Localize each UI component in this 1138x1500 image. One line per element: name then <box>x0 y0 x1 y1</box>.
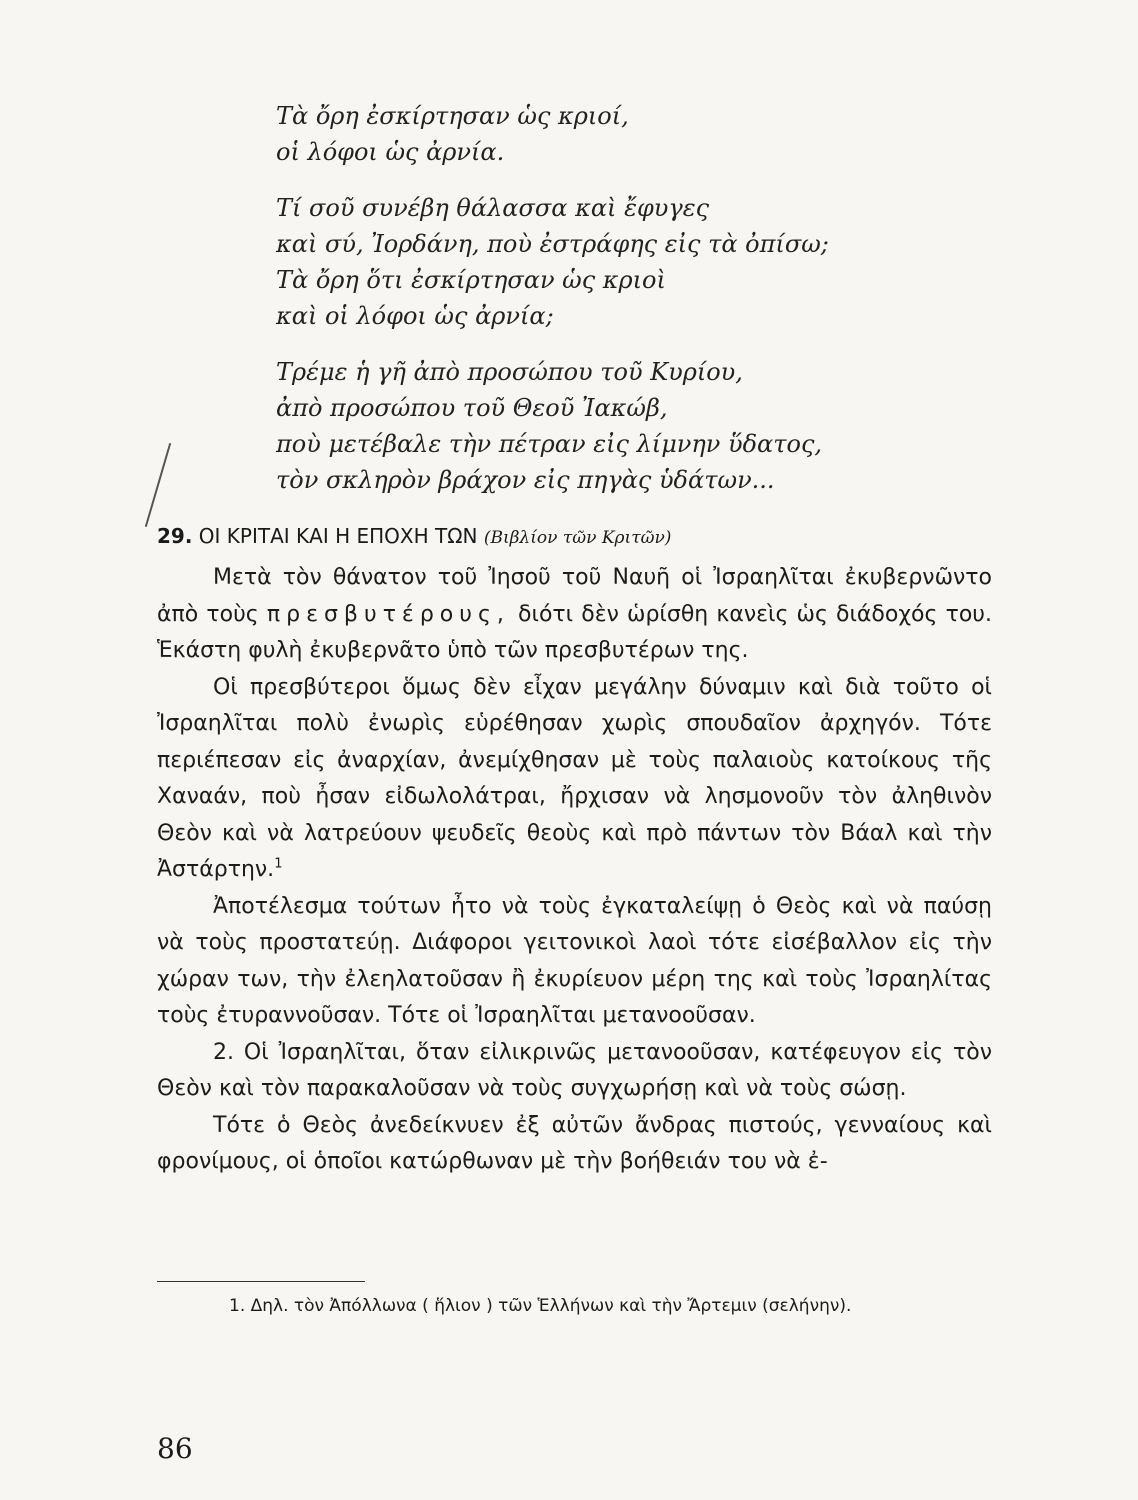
footnote-divider <box>157 1281 365 1282</box>
poem-line: Τὰ ὄρη ἐσκίρτησαν ὡς κριοί, <box>276 102 629 130</box>
footnote-text: 1. Δηλ. τὸν Ἀπόλλωνα ( ἥλιον ) τῶν Ἑλλήνων καὶ τὴν Ἄρτεμιν (σελήνην). <box>229 1296 852 1316</box>
pencil-margin-mark <box>140 440 180 530</box>
body-text <box>157 560 992 1181</box>
poem-stanza-2 <box>276 190 976 334</box>
poem-line: Τρέμε ἡ γῆ ἀπὸ προσώπου τοῦ Κυρίου, <box>276 358 743 386</box>
poem-line: οἱ λόφοι ὡς ἀρνία. <box>276 138 505 166</box>
footnote <box>157 1291 992 1321</box>
poem-line: καὶ σύ, Ἰορδάνη, ποὺ ἐστράφης εἰς τὰ ὀπίσω; <box>276 230 829 258</box>
poem-line: Τὰ ὄρη ὅτι ἐσκίρτησαν ὡς κριοὶ <box>276 266 666 294</box>
spaced-term: πρεσβυτέρους, <box>266 601 510 627</box>
paragraph: 2. Οἱ Ἰσραηλῖται, ὅταν εἰλικρινῶς μετανοοῦσαν, κατέφευγον εἰς τὸν Θεὸν καὶ τὸν παρακαλοῦσαν νὰ τοὺς συγχωρήσῃ καὶ νὰ τοὺς σώσῃ. <box>157 1039 992 1101</box>
poem-line: ἀπὸ προσώπου τοῦ Θεοῦ Ἰακώβ, <box>276 394 668 422</box>
section-number: 29. <box>157 524 193 548</box>
page-number: 86 <box>157 1432 193 1465</box>
paragraph-text: Μετὰ τὸν θάνατον τοῦ Ἰησοῦ τοῦ Ναυῆ οἱ Ἰσραηλῖται ἐκυβερνῶντο ἀπὸ τοὺς <box>157 565 992 627</box>
poem-line: καὶ οἱ λόφοι ὡς ἀρνία; <box>276 302 554 330</box>
poem-stanza-1 <box>276 98 976 170</box>
section-subtitle: (Βιβλίον τῶν Κριτῶν) <box>483 528 672 548</box>
paragraph <box>157 560 992 670</box>
paragraph-text: Οἱ πρεσβύτεροι ὅμως δὲν εἶχαν μεγάλην δύναμιν καὶ διὰ τοῦτο οἱ Ἰσραηλῖται πολὺ ἐνωρὶς εὑρέθησαν χωρὶς σπουδαῖον ἀρχηγόν. Τότε περιέπεσαν εἰς ἀναρχίαν, ἀνεμίχθησαν μὲ τοὺς παλαιοὺς κατοίκους τῆς Χαναάν, ποὺ ἦσαν εἰδωλολάτραι, ἤρχισαν νὰ λησμονοῦν τὸν ἀληθινὸν Θεὸν καὶ νὰ λατρεύουν ψευδεῖς θεοὺς καὶ πρὸ πάντων τὸν Βάαλ καὶ τὴν Ἀστάρτην. <box>157 674 992 882</box>
poem-line: Τί σοῦ συνέβη θάλασσα καὶ ἔφυγες <box>276 194 710 222</box>
footnote-ref: 1 <box>274 856 283 872</box>
paragraph: Ἀποτέλεσμα τούτων ἦτο νὰ τοὺς ἐγκαταλείψῃ ὁ Θεὸς καὶ νὰ παύσῃ νὰ τοὺς προστατεύῃ. Διάφοροι γειτονικοὶ λαοὶ τότε εἰσέβαλλον εἰς τὴν χώραν των, τὴν ἐλεηλατοῦσαν ἢ ἐκυρίευον μέρη της καὶ τοὺς Ἰσραηλίτας τοὺς ἐτυραννοῦσαν. Τότε οἱ Ἰσραηλῖται μετανοοῦσαν. <box>157 893 992 1028</box>
section-title: ΟΙ ΚΡΙΤΑΙ ΚΑΙ Η ΕΠΟΧΗ ΤΩΝ <box>198 524 478 548</box>
poem-stanza-3 <box>276 354 976 498</box>
paragraph <box>157 670 992 889</box>
section-heading <box>157 520 671 554</box>
poem-line: ποὺ μετέβαλε τὴν πέτραν εἰς λίμνην ὕδατος, <box>276 430 823 458</box>
paragraph: Τότε ὁ Θεὸς ἀνεδείκνυεν ἐξ αὐτῶν ἄνδρας πιστούς, γενναίους καὶ φρονίμους, οἱ ὁποῖοι κατώρθωναν μὲ τὴν βοήθειάν του νὰ ἐ- <box>157 1112 992 1174</box>
poem-line: τὸν σκληρὸν βράχον εἰς πηγὰς ὑδάτων... <box>276 466 775 494</box>
paragraph-text: διότι δὲν ὡρίσθη κανεὶς ὡς διάδοχός του. Ἑκάστη φυλὴ ἐκυβερνᾶτο ὑπὸ τῶν πρεσβυτέρων της. <box>157 601 993 663</box>
